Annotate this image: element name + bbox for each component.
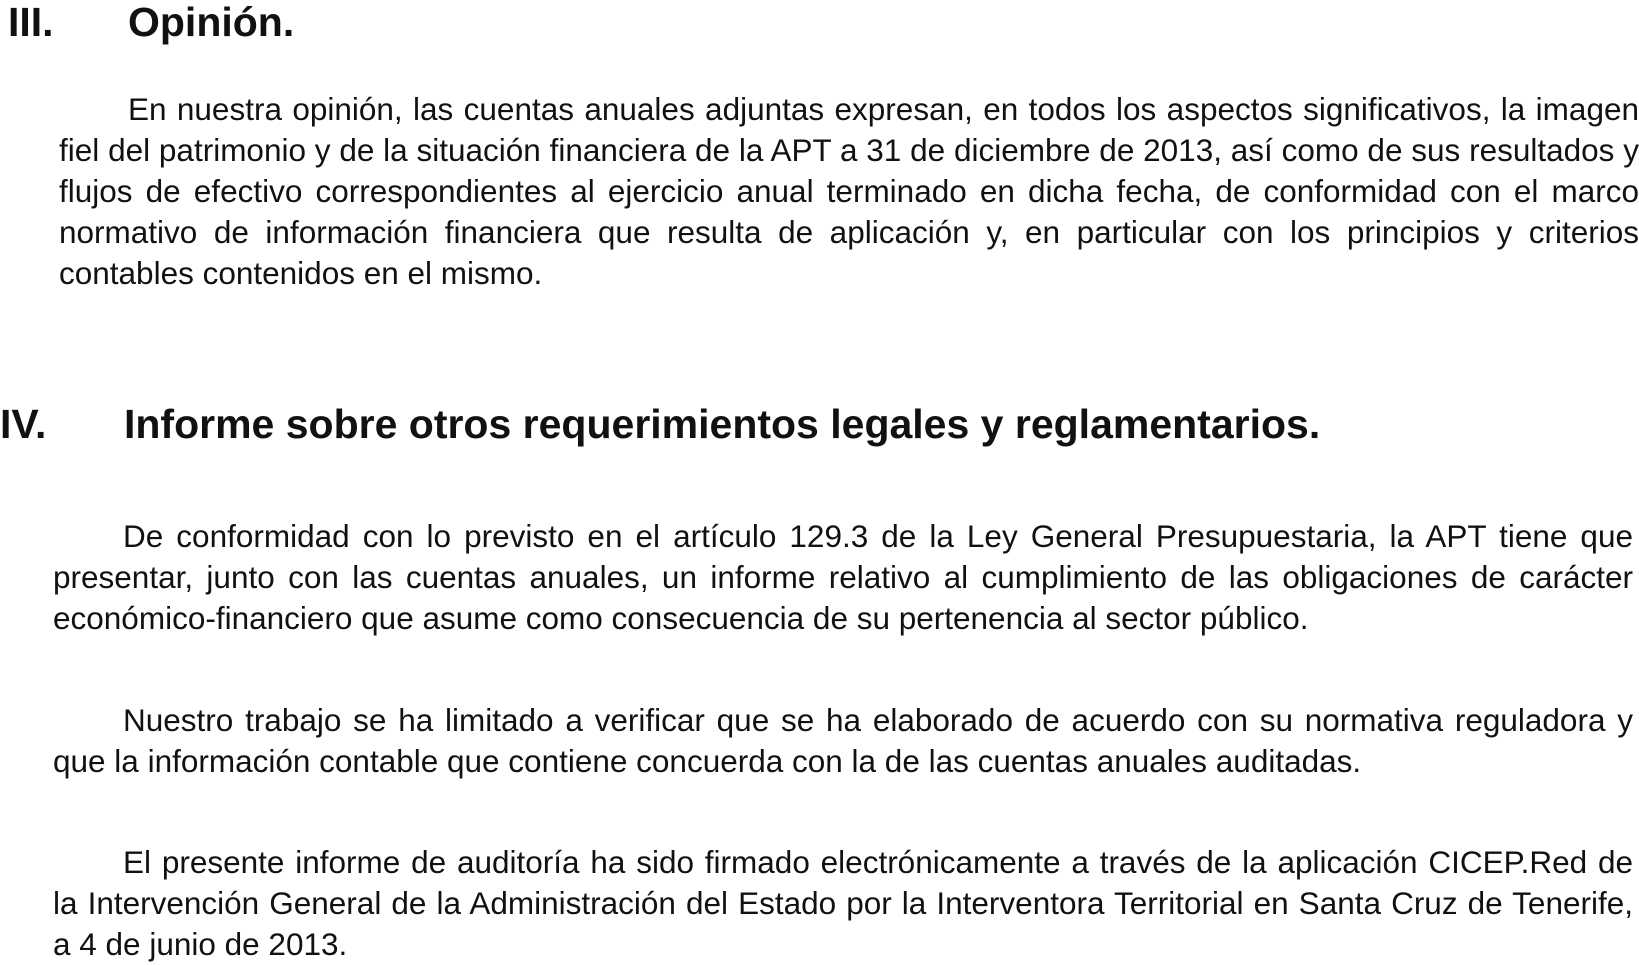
section-number: III. (8, 0, 54, 45)
opinion-paragraph: En nuestra opinión, las cuentas anuales adjuntas expresan, en todos los aspectos significativos, la imagen fiel del patrimonio y de la situación financiera de la APT a 31 de diciembre de 2013, así como de sus resultados y flujos de efectivo correspondientes al ejercicio anual terminado en dicha fecha, de conformidad con el marco normativo de información financiera que resulta de aplicación y, en particular con los principios y criterios contables contenidos en el mismo. (59, 91, 1639, 291)
section-title: Opinión. (128, 0, 295, 45)
section-title: Informe sobre otros requerimientos legales y reglamentarios. (124, 401, 1321, 447)
section-heading-opinion (8, 0, 1608, 44)
legal-paragraph-3: El presente informe de auditoría ha sido firmado electrónicamente a través de la aplicación CICEP.Red de la Intervención General de la Administración del Estado por la Interventora Territorial en Santa Cruz de Tenerife, a 4 de junio de 2013. (53, 844, 1633, 962)
legal-paragraph-2: Nuestro trabajo se ha limitado a verificar que se ha elaborado de acuerdo con su normativa reguladora y que la información contable que contiene concuerda con la de las cuentas anuales auditadas. (53, 702, 1633, 779)
section-number: IV. (0, 401, 47, 447)
legal-paragraph-1: De conformidad con lo previsto en el artículo 129.3 de la Ley General Presupuestaria, la APT tiene que presentar, junto con las cuentas anuales, un informe relativo al cumplimiento de las obligaciones de carácter económico-financiero que asume como consecuencia de su pertenencia al sector público. (53, 518, 1633, 636)
section-heading-legal-requirements (0, 402, 1600, 446)
